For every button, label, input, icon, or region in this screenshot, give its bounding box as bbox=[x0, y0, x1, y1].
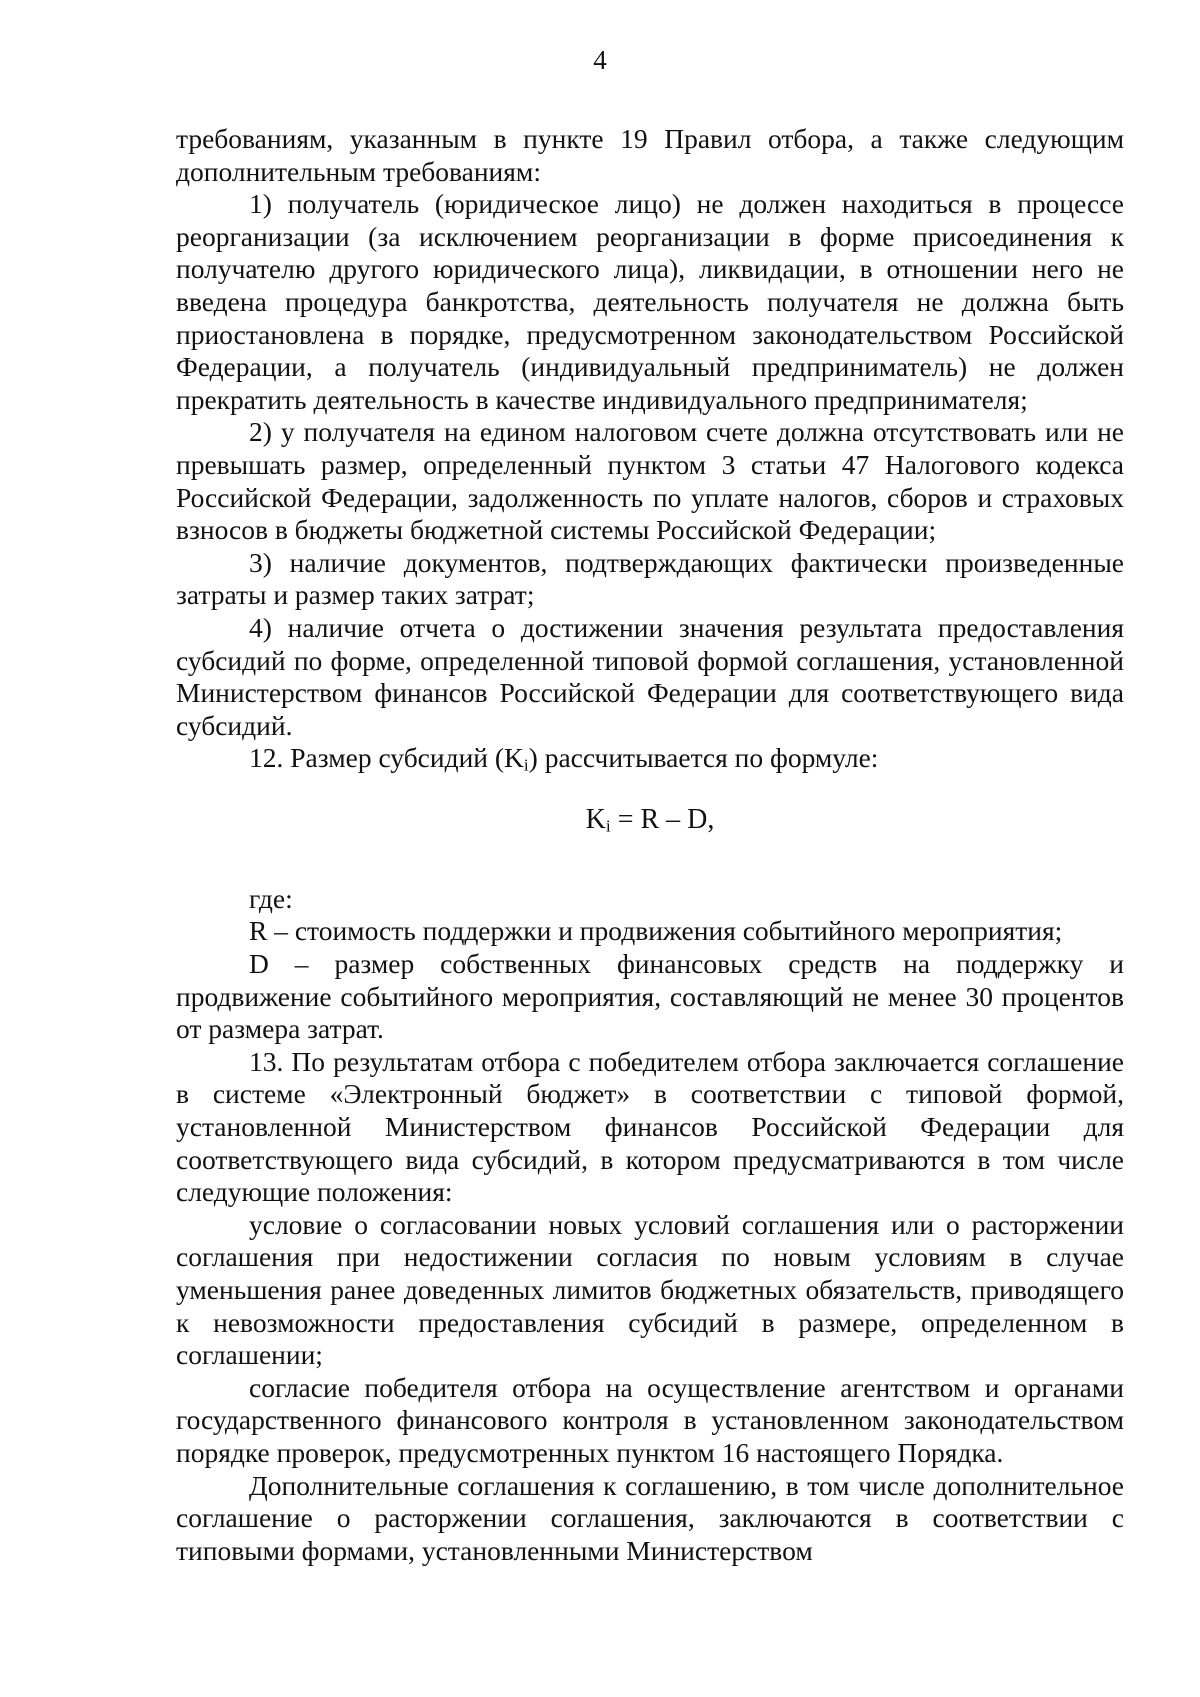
paragraph-clause-12 bbox=[176, 742, 1124, 775]
formula-lhs: K bbox=[585, 803, 606, 835]
formula bbox=[176, 803, 1124, 837]
document-body bbox=[176, 123, 1124, 1567]
paragraph-definition-r: R – стоимость поддержки и продвижения событийного мероприятия; bbox=[249, 915, 1063, 947]
formula-spacer bbox=[176, 837, 1124, 883]
paragraph-definition-d: D – размер собственных финансовых средств на поддержку и продвижение событийного мероприятия, составляющий не менее 30 процентов от размера затрат. bbox=[176, 948, 1124, 1045]
formula-rhs: = R – D, bbox=[610, 803, 715, 835]
paragraph-requirements-intro: требованиям, указанным в пункте 19 Правил отбора, а также следующим дополнительным требованиям: bbox=[176, 123, 1124, 187]
paragraph-item-4: 4) наличие отчета о достижении значения результата предоставления субсидий по форме, определенной типовой формой соглашения, установленной Министерством финансов Российской Федерации для соответствующего вида субсидий. bbox=[176, 611, 1124, 741]
clause-12-suffix: ) рассчитывается по формуле: bbox=[528, 742, 879, 774]
paragraph-condition-limits: условие о согласовании новых условий соглашения или о расторжении соглашения при недостижении согласия по новым условиям в случае уменьшения ранее доведенных лимитов бюджетных обязательств, приводящего к невозможности предоставления субсидий в размере, определенном в соглашении; bbox=[176, 1208, 1124, 1371]
paragraph-item-3: 3) наличие документов, подтверждающих фактически произведенные затраты и размер таких затрат; bbox=[176, 546, 1124, 611]
clause-12-subscript: i bbox=[523, 755, 529, 775]
paragraph-consent-control: согласие победителя отбора на осуществление агентством и органами государственного финансового контроля в установленном законодательством порядке проверок, предусмотренных пунктом 16 настоящего Порядка. bbox=[176, 1371, 1124, 1468]
paragraph-item-2: 2) у получателя на едином налоговом счете должна отсутствовать или не превышать размер, определенный пунктом 3 статьи 47 Налогового кодекса Российской Федерации, задолженность по уплате налогов, сборов и страховых взносов в бюджеты бюджетной системы Российской Федерации; bbox=[176, 416, 1124, 546]
page-number: 4 bbox=[593, 45, 607, 75]
paragraph-item-1: 1) получатель (юридическое лицо) не должен находиться в процессе реорганизации (за исключением реорганизации в форме присоединения к получателю другого юридического лица), ликвидации, в отношении него не введена процедура банкротства, деятельность получателя не должна быть приостановлена в порядке, предусмотренном законодательством Российской Федерации, а получатель (индивидуальный предприниматель) не должен прекратить деятельность в качестве индивидуального предпринимателя; bbox=[176, 188, 1124, 415]
paragraph-additional-agreements: Дополнительные соглашения к соглашению, в том числе дополнительное соглашение о расторжении соглашения, заключаются в соответствии с типовыми формами, установленными Министерством bbox=[176, 1469, 1124, 1566]
paragraph-clause-13: 13. По результатам отбора с победителем отбора заключается соглашение в системе «Электронный бюджет» в соответствии с типовой формой, установленной Министерством финансов Российской Федерации для соответствующего вида субсидий, в котором предусматриваются в том числе следующие положения: bbox=[176, 1045, 1124, 1208]
formula-spacer bbox=[176, 775, 1124, 803]
paragraph-where: где: bbox=[249, 882, 293, 914]
clause-12-prefix: 12. Размер субсидий (K bbox=[249, 742, 524, 774]
formula-subscript: i bbox=[605, 816, 611, 836]
